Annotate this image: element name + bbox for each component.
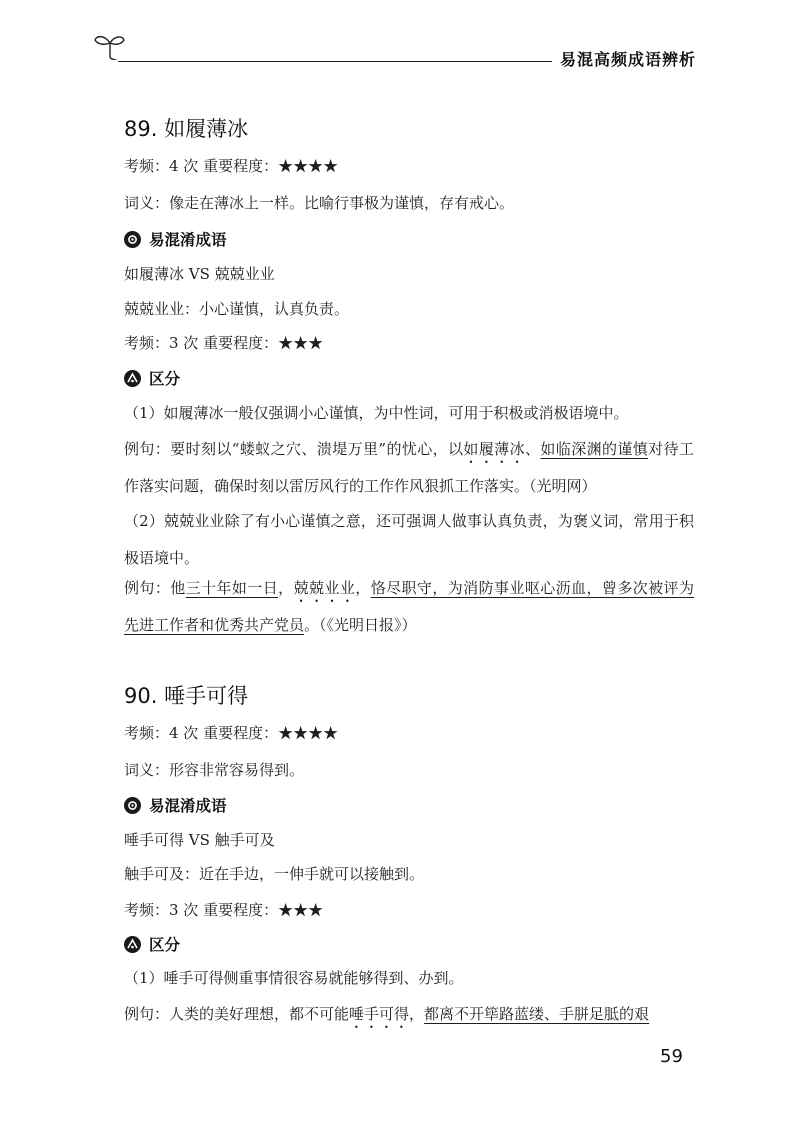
entry-90-meaning: 词义：形容非常容易得到。: [124, 761, 305, 779]
diff-heading-label: 区分: [149, 370, 181, 388]
gear-badge-icon: [124, 797, 141, 814]
emphasized-idiom: 唾手可得: [349, 1005, 410, 1023]
entry-89-pair-meaning: 兢兢业业：小心谨慎，认真负责。: [124, 300, 350, 318]
entry-90-confuse-heading: [124, 794, 227, 816]
entry-89-distinction-1: （1）如履薄冰一般仅强调小心谨慎，为中性词，可用于积极或消极语境中。: [124, 404, 629, 422]
entry-90-pair: 唾手可得 VS 触手可及: [124, 831, 275, 849]
entry-90-pair-meaning: 触手可及：近在手边，一伸手就可以接触到。: [124, 865, 425, 883]
underlined-phrase: 如临深渊的谨慎: [540, 440, 649, 458]
underlined-phrase: 都离不开筚路蓝缕、手胼足胝的艰: [424, 1005, 650, 1023]
split-badge-icon: [124, 936, 141, 953]
entry-90-diff-heading: [124, 933, 180, 955]
emphasized-idiom: 兢兢业业: [293, 579, 356, 597]
running-header: [0, 0, 800, 80]
split-badge-icon: [124, 370, 141, 387]
entry-89-meaning: 词义：像走在薄冰上一样。比喻行事极为谨慎，存有戒心。: [124, 194, 515, 212]
entry-89-pair-frequency: 考频：3 次 重要程度：★★★: [124, 334, 324, 352]
header-title: 易混高频成语辨析: [560, 50, 697, 69]
header-rule: [118, 61, 552, 62]
entry-90-example-1: 例句：人类的美好理想，都不可能唾手可得，都离不开筚路蓝缕、手胼足胝的艰: [124, 1005, 650, 1023]
confuse-heading-label: 易混淆成语: [149, 231, 227, 249]
diff-heading-label: 区分: [149, 936, 181, 954]
entry-89-example-1: 例句：要时刻以“蝼蚁之穴、溃堤万里”的忧心，以如履薄冰、如临深渊的谨慎对待工作落实问题，确保时刻以雷厉风行的工作作风狠抓工作落实。（光明网）: [124, 440, 694, 495]
entry-90-pair-frequency: 考频：3 次 重要程度：★★★: [124, 901, 324, 919]
entry-89-title: 89. 如履薄冰: [124, 117, 249, 141]
entry-89-frequency: 考频：4 次 重要程度：★★★★: [124, 157, 339, 175]
entry-89-distinction-2: （2）兢兢业业除了有小心谨慎之意，还可强调人做事认真负责，为褒义词，常用于积极语境中。: [124, 512, 694, 567]
entry-90-frequency: 考频：4 次 重要程度：★★★★: [124, 724, 339, 742]
emphasized-idiom: 如履薄冰: [463, 440, 525, 458]
entry-90-title: 90. 唾手可得: [124, 684, 249, 708]
sprout-icon: [92, 30, 128, 60]
entry-89-example-2: 例句：他三十年如一日，兢兢业业，恪尽职守，为消防事业呕心沥血，曾多次被评为先进工作者和优秀共产党员。（《光明日报》）: [124, 579, 694, 634]
confuse-heading-label: 易混淆成语: [149, 797, 227, 815]
page-number: 59: [660, 1046, 683, 1067]
entry-89-diff-heading: [124, 367, 180, 389]
underlined-phrase: 三十年如一日: [185, 579, 279, 597]
gear-badge-icon: [124, 231, 141, 248]
entry-89-pair: 如履薄冰 VS 兢兢业业: [124, 265, 275, 283]
entry-89-confuse-heading: [124, 228, 227, 250]
entry-90-distinction-1: （1）唾手可得侧重事情很容易就能够得到、办到。: [124, 969, 464, 987]
underlined-phrase: 恪尽职守，为消防事业呕心沥血，曾多次被评为先进工作者和优秀共产党员: [124, 579, 694, 634]
